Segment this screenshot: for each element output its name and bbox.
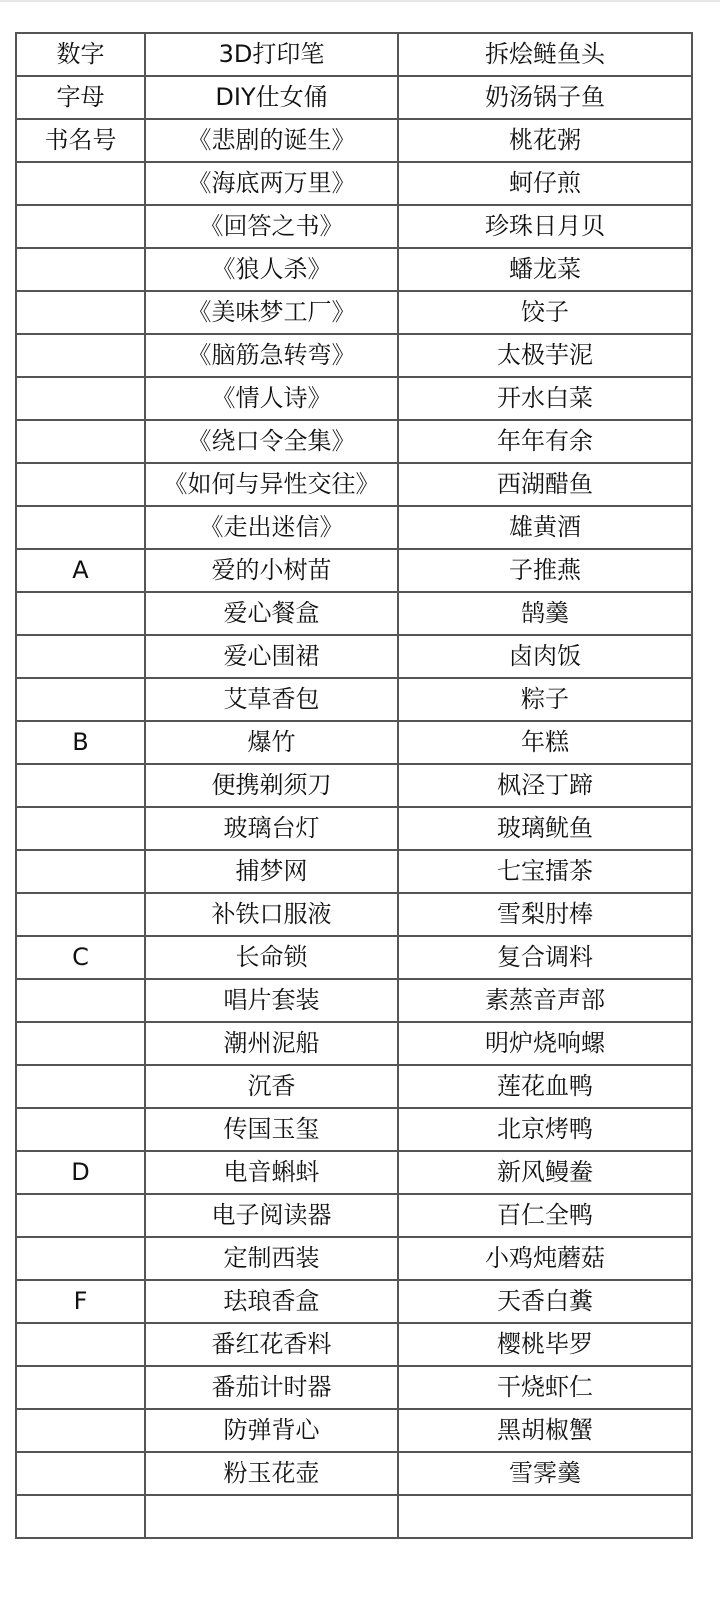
gift-cell[interactable]: 防弹背心 [145, 1409, 398, 1452]
category-cell[interactable]: 字母 [16, 76, 145, 119]
category-cell[interactable] [16, 635, 145, 678]
dish-cell[interactable]: 拆烩鲢鱼头 [398, 33, 692, 76]
category-cell[interactable] [16, 1495, 145, 1538]
gift-cell[interactable]: 番茄计时器 [145, 1366, 398, 1409]
dish-cell[interactable]: 粽子 [398, 678, 692, 721]
category-cell[interactable]: 数字 [16, 33, 145, 76]
table-row [16, 764, 692, 807]
category-cell[interactable] [16, 162, 145, 205]
gift-cell[interactable]: 粉玉花壶 [145, 1452, 398, 1495]
gift-cell[interactable]: 唱片套装 [145, 979, 398, 1022]
category-cell[interactable]: B [16, 721, 145, 764]
gift-cell[interactable]: 艾草香包 [145, 678, 398, 721]
table-row [16, 205, 692, 248]
category-cell[interactable]: 书名号 [16, 119, 145, 162]
category-cell[interactable] [16, 291, 145, 334]
table-row [16, 592, 692, 635]
gift-cell[interactable]: 珐琅香盒 [145, 1280, 398, 1323]
category-cell[interactable] [16, 1108, 145, 1151]
table-row [16, 420, 692, 463]
dish-cell[interactable]: 年糕 [398, 721, 692, 764]
category-cell[interactable]: F [16, 1280, 145, 1323]
table-row [16, 1452, 692, 1495]
dish-cell[interactable]: 珍珠日月贝 [398, 205, 692, 248]
gift-cell[interactable]: 番红花香料 [145, 1323, 398, 1366]
dish-cell[interactable]: 黑胡椒蟹 [398, 1409, 692, 1452]
category-cell[interactable] [16, 1194, 145, 1237]
top-divider [0, 0, 720, 2]
table-row [16, 1194, 692, 1237]
gift-cell[interactable]: 长命锁 [145, 936, 398, 979]
dish-cell[interactable]: 西湖醋鱼 [398, 463, 692, 506]
gift-cell[interactable]: 《海底两万里》 [145, 162, 398, 205]
table-row [16, 1323, 692, 1366]
dish-cell[interactable]: 干烧虾仁 [398, 1366, 692, 1409]
table-row [16, 893, 692, 936]
dish-cell[interactable]: 素蒸音声部 [398, 979, 692, 1022]
table-row [16, 334, 692, 377]
gift-cell[interactable]: 《如何与异性交往》 [145, 463, 398, 506]
category-cell[interactable] [16, 1409, 145, 1452]
dish-cell[interactable]: 卤肉饭 [398, 635, 692, 678]
gift-cell[interactable]: DIY仕女俑 [145, 76, 398, 119]
category-cell[interactable] [16, 420, 145, 463]
gift-cell[interactable]: 爱心餐盒 [145, 592, 398, 635]
gift-cell[interactable]: 电音蝌蚪 [145, 1151, 398, 1194]
table-row [16, 936, 692, 979]
gift-cell[interactable]: 潮州泥船 [145, 1022, 398, 1065]
table-row [16, 1237, 692, 1280]
dish-cell[interactable]: 鹄羹 [398, 592, 692, 635]
dish-cell[interactable]: 玻璃鱿鱼 [398, 807, 692, 850]
category-cell[interactable] [16, 1022, 145, 1065]
category-cell[interactable] [16, 678, 145, 721]
dish-cell[interactable]: 奶汤锅子鱼 [398, 76, 692, 119]
category-cell[interactable] [16, 205, 145, 248]
gift-cell[interactable]: 3D打印笔 [145, 33, 398, 76]
table-row [16, 1495, 692, 1538]
category-cell[interactable] [16, 1452, 145, 1495]
table-row [16, 1022, 692, 1065]
dish-cell[interactable]: 小鸡炖蘑菇 [398, 1237, 692, 1280]
gift-cell[interactable]: 《走出迷信》 [145, 506, 398, 549]
category-cell[interactable]: A [16, 549, 145, 592]
gift-cell[interactable]: 电子阅读器 [145, 1194, 398, 1237]
table-row [16, 549, 692, 592]
category-cell[interactable]: C [16, 936, 145, 979]
table-row [16, 33, 692, 76]
table-row [16, 635, 692, 678]
dish-cell[interactable]: 七宝擂茶 [398, 850, 692, 893]
dish-cell[interactable]: 莲花血鸭 [398, 1065, 692, 1108]
dish-cell[interactable]: 枫泾丁蹄 [398, 764, 692, 807]
category-cell[interactable] [16, 807, 145, 850]
category-cell[interactable] [16, 463, 145, 506]
gift-cell[interactable]: 便携剃须刀 [145, 764, 398, 807]
category-cell[interactable] [16, 248, 145, 291]
dish-cell[interactable]: 雪梨肘棒 [398, 893, 692, 936]
dish-cell[interactable]: 子推燕 [398, 549, 692, 592]
dish-cell[interactable]: 蚵仔煎 [398, 162, 692, 205]
table-row [16, 979, 692, 1022]
category-cell[interactable] [16, 592, 145, 635]
category-cell[interactable]: D [16, 1151, 145, 1194]
table-body [16, 33, 692, 1538]
gift-cell[interactable]: 《美味梦工厂》 [145, 291, 398, 334]
table-row [16, 1065, 692, 1108]
table-row [16, 119, 692, 162]
dish-cell[interactable]: 饺子 [398, 291, 692, 334]
table-row [16, 1366, 692, 1409]
category-cell[interactable] [16, 1323, 145, 1366]
table-row [16, 291, 692, 334]
dish-cell[interactable]: 桃花粥 [398, 119, 692, 162]
dish-cell[interactable]: 蟠龙菜 [398, 248, 692, 291]
category-cell[interactable] [16, 979, 145, 1022]
table-row [16, 678, 692, 721]
gift-cell[interactable]: 《脑筋急转弯》 [145, 334, 398, 377]
gift-cell[interactable]: 《情人诗》 [145, 377, 398, 420]
table-row [16, 248, 692, 291]
gift-cell[interactable]: 爱心围裙 [145, 635, 398, 678]
gift-cell[interactable]: 《回答之书》 [145, 205, 398, 248]
table-row [16, 463, 692, 506]
dish-cell[interactable]: 北京烤鸭 [398, 1108, 692, 1151]
spreadsheet [15, 32, 691, 1539]
category-cell[interactable] [16, 850, 145, 893]
gift-cell[interactable]: 传国玉玺 [145, 1108, 398, 1151]
gift-cell[interactable]: 《悲剧的诞生》 [145, 119, 398, 162]
category-cell[interactable] [16, 1065, 145, 1108]
category-cell[interactable] [16, 377, 145, 420]
dish-cell[interactable]: 太极芋泥 [398, 334, 692, 377]
dish-cell[interactable]: 年年有余 [398, 420, 692, 463]
gift-cell[interactable]: 《狼人杀》 [145, 248, 398, 291]
dish-cell[interactable]: 雪霁羹 [398, 1452, 692, 1495]
table-row [16, 1280, 692, 1323]
gift-cell[interactable]: 沉香 [145, 1065, 398, 1108]
gift-cell[interactable]: 定制西装 [145, 1237, 398, 1280]
gift-cell[interactable] [145, 1495, 398, 1538]
table-row [16, 807, 692, 850]
gift-cell[interactable]: 《绕口令全集》 [145, 420, 398, 463]
dish-cell[interactable]: 新风鳗鲞 [398, 1151, 692, 1194]
table-row [16, 1151, 692, 1194]
table-row [16, 721, 692, 764]
category-cell[interactable] [16, 764, 145, 807]
table-row [16, 506, 692, 549]
gift-cell[interactable]: 爆竹 [145, 721, 398, 764]
dish-cell[interactable]: 复合调料 [398, 936, 692, 979]
dish-cell[interactable]: 开水白菜 [398, 377, 692, 420]
gift-food-table [15, 32, 693, 1539]
category-cell[interactable] [16, 506, 145, 549]
dish-cell[interactable]: 天香白糞 [398, 1280, 692, 1323]
table-row [16, 850, 692, 893]
dish-cell[interactable]: 雄黄酒 [398, 506, 692, 549]
table-row [16, 1108, 692, 1151]
category-cell[interactable] [16, 1366, 145, 1409]
table-row [16, 1409, 692, 1452]
dish-cell[interactable]: 明炉烧响螺 [398, 1022, 692, 1065]
category-cell[interactable] [16, 334, 145, 377]
gift-cell[interactable]: 捕梦网 [145, 850, 398, 893]
category-cell[interactable] [16, 893, 145, 936]
gift-cell[interactable]: 玻璃台灯 [145, 807, 398, 850]
gift-cell[interactable]: 补铁口服液 [145, 893, 398, 936]
dish-cell[interactable] [398, 1495, 692, 1538]
table-row [16, 162, 692, 205]
dish-cell[interactable]: 樱桃毕罗 [398, 1323, 692, 1366]
table-row [16, 377, 692, 420]
category-cell[interactable] [16, 1237, 145, 1280]
dish-cell[interactable]: 百仁全鸭 [398, 1194, 692, 1237]
gift-cell[interactable]: 爱的小树苗 [145, 549, 398, 592]
table-row [16, 76, 692, 119]
